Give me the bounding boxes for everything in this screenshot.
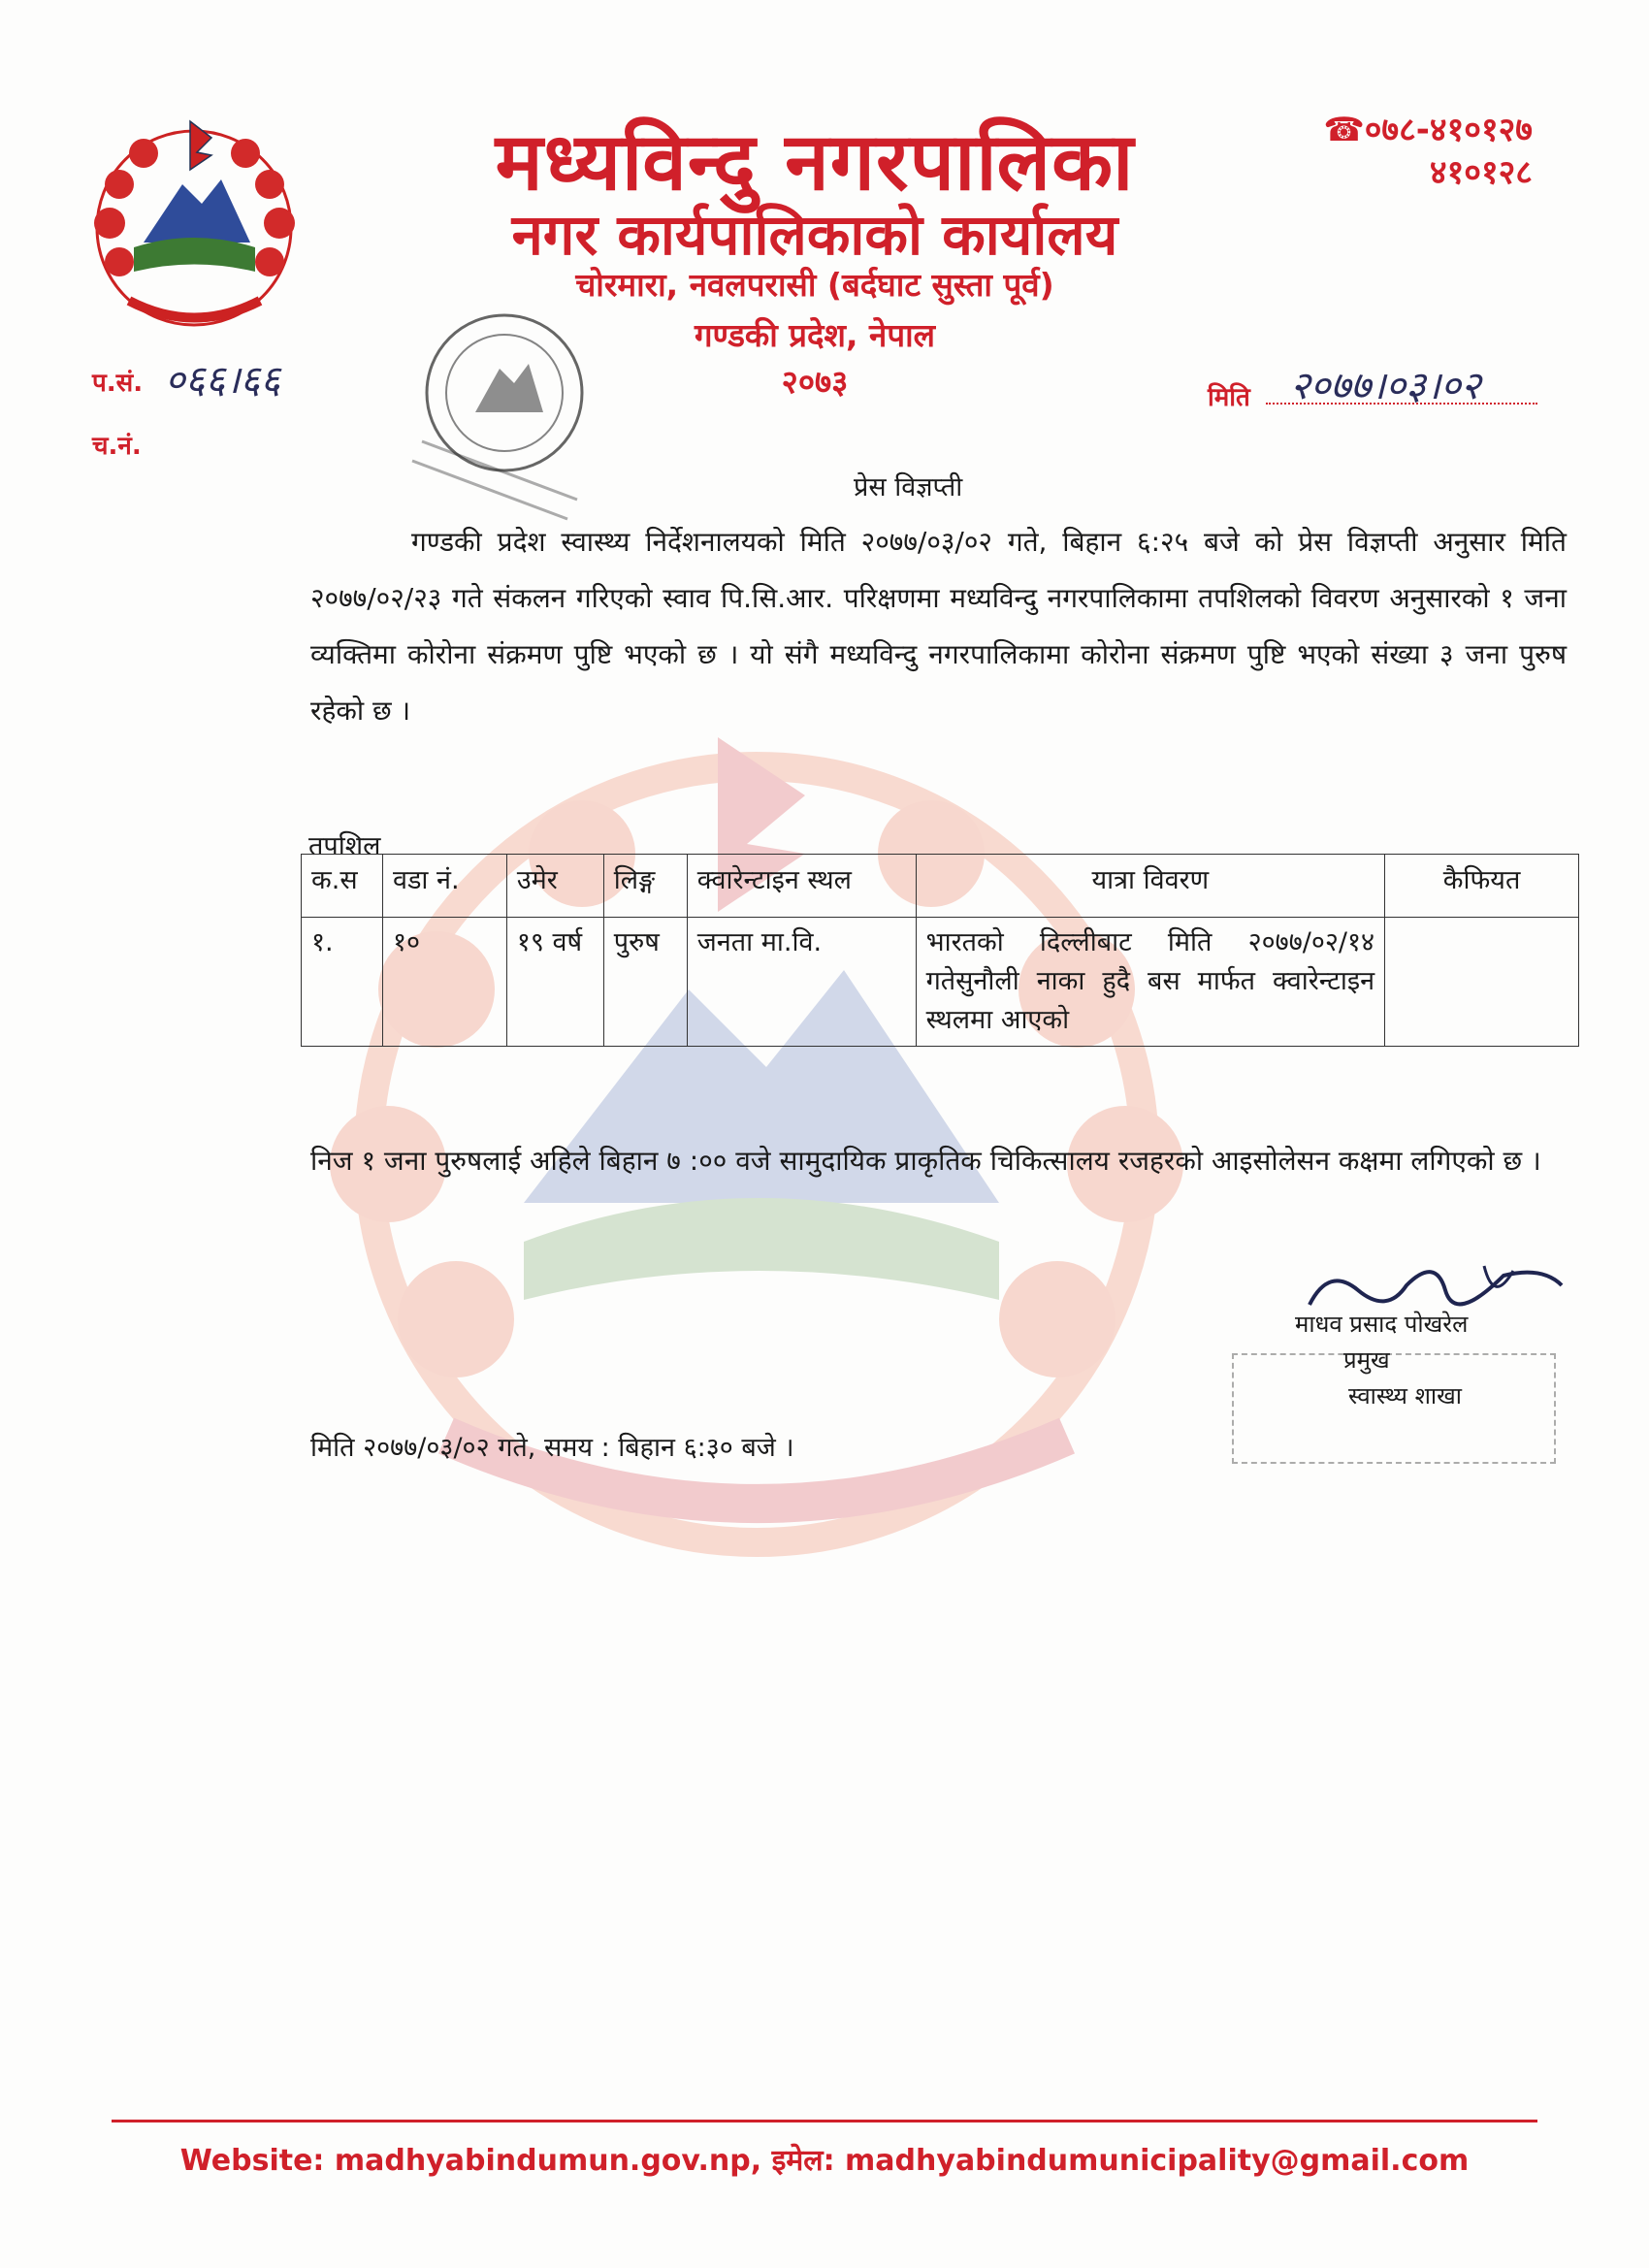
notice-title: प्रेस विज्ञप्ती [854,472,963,502]
case-details-table [301,854,1579,1047]
signatory-role: प्रमुख [1343,1346,1390,1374]
office-round-stamp [383,286,626,529]
notice-paragraph [310,514,1567,739]
table-header-row [302,855,1579,918]
table-cell: १९ वर्ष [506,918,603,1047]
notice-paragraph-text: गण्डकी प्रदेश स्वास्थ्य निर्देशनालयको मिति २०७७/०३/०२ गते, बिहान ६:२५ बजे को प्रेस विज्ञप्ती अनुसार मिति २०७७/०२/२३ गते संकलन गरिएको स्वाव पि.सि.आर. परिक्षणमा मध्यविन्दु नगरपालिकामा तपशिलको विवरण अनुसारको १ जना व्यक्तिमा कोरोना संक्रमण पुष्टि भएको छ । यो संगै मध्यविन्दु नगरपालिकामा कोरोना संक्रमण पुष्टि भएको संख्या ३ जना पुरुष रहेको छ । [310,526,1567,727]
table-cell: जनता मा.वि. [687,918,916,1047]
table-cell: १. [302,918,383,1047]
office-subtitle: नगर कार्यपालिकाको कार्यालय [511,202,1118,268]
table-header: क्वारेन्टाइन स्थल [687,855,916,918]
isolation-note: निज १ जना पुरुषलाई अहिले बिहान ७ :०० वजे सामुदायिक प्राकृतिक चिकित्सालय रजहरको आइसोलेसन कक्षमा लगिएको छ । [310,1145,1541,1177]
table-header: लिङ्ग [603,855,687,918]
office-est-year: २०७३ [781,363,849,401]
table-cell: भारतको दिल्लीबाट मिति २०७७/०२/१४ गतेसुनौली नाका हुदै बस मार्फत क्वारेन्टाइन स्थलमा आएको [916,918,1385,1047]
phone-line-1: ☎०७८-४१०१२७ [1323,111,1533,149]
table-cell: १० [382,918,506,1047]
office-name: मध्यविन्दु नगरपालिका [495,116,1135,209]
table-header: यात्रा विवरण [916,855,1385,918]
table-caption: तपशिल [308,831,381,861]
office-province: गण्डकी प्रदेश, नेपाल [694,316,936,354]
issue-date-time: मिति २०७७/०३/०२ गते, समय : बिहान ६:३० बजे । [310,1433,794,1463]
signatory-name: माधव प्रसाद पोखरेल [1295,1311,1469,1338]
table-header: कैफियत [1385,855,1579,918]
phone-line-2: ४१०१२८ [1429,153,1533,192]
office-address: चोरमारा, नवलपरासी (बर्दघाट सुस्ता पूर्व) [575,266,1054,304]
phone-numbers [1290,109,1533,194]
table-header: वडा नं. [382,855,506,918]
chalani-number-label: च.नं. [92,432,142,461]
ref-number-value: ०६६।६६ [165,358,281,403]
table-header: उमेर [506,855,603,918]
table-cell: पुरुष [603,918,687,1047]
date-label: मिति [1208,383,1250,412]
nepal-emblem-logo [76,116,313,344]
table-header: क.स [302,855,383,918]
footer-contact: Website: madhyabindumun.gov.np, इमेल: madhyabindumunicipality@gmail.com [179,2144,1470,2178]
table-row [302,918,1579,1047]
ref-number-label: प.सं. [92,369,144,398]
signatory-section: स्वास्थ्य शाखा [1348,1382,1462,1409]
table-cell [1385,918,1579,1047]
date-value: २०७७।०३।०२ [1290,364,1481,408]
footer-divider [112,2120,1537,2122]
